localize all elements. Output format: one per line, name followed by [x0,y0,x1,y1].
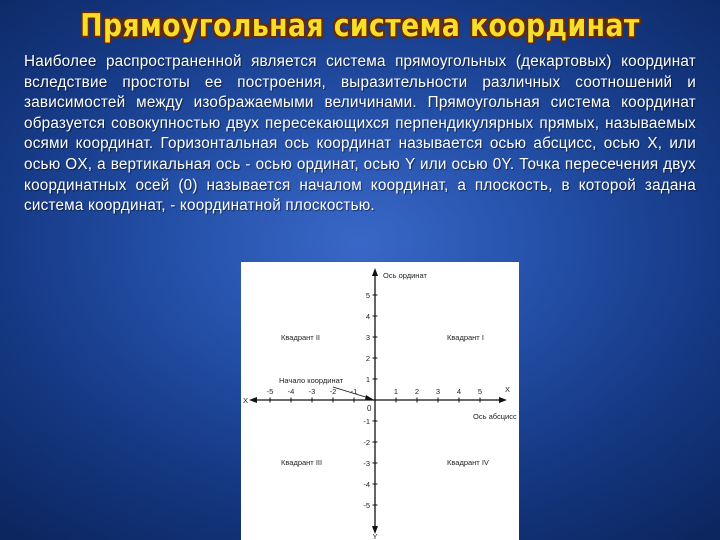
x-letter-right: X [505,385,511,394]
coordinate-system-figure [241,262,519,540]
x-tick-label: 2 [414,387,420,396]
x-tick-label: 5 [477,387,483,396]
y-tick-label: -5 [363,501,370,510]
origin-zero-label: 0 [367,404,372,413]
x-axis-title: Ось абсцисс [473,412,517,421]
x-tick-label: 4 [456,387,462,396]
x-tick-label: -5 [266,387,274,396]
y-tick-label: -2 [363,438,370,447]
quadrant-1-label: Квадрант I [447,333,484,342]
y-tick-label: 2 [365,354,370,363]
y-tick-label: 1 [365,375,370,384]
coordinate-diagram [241,262,519,540]
origin-label: Начало координат [279,376,344,385]
x-tick-label: 3 [435,387,441,396]
y-tick-label: -3 [363,459,370,468]
x-tick-label: -4 [287,387,295,396]
x-axis-arrow-right [499,397,507,403]
x-tick-label: -1 [350,387,358,396]
quadrant-4-label: Квадрант IV [447,458,489,467]
quadrant-2-label: Квадрант II [281,333,320,342]
y-tick-label: -1 [363,417,370,426]
x-letter-left: X [243,396,249,405]
y-tick-label: 5 [365,291,370,300]
x-tick-label: -3 [308,387,316,396]
y-tick-label: -4 [363,480,370,489]
y-letter-bottom: Y [372,532,378,540]
origin-pointer-arrow [365,395,374,400]
y-tick-label: 3 [365,333,370,342]
quadrant-3-label: Квадрант III [281,458,323,467]
body-paragraph: Наиболее распространенной является система прямоугольных (декартовых) координат вследствие простоты ее построения, выразительности различных соотношений и зависимостей между изображаемыми величинами. Прямоугольная система координат образуется совокупностью двух пересекающихся перпендикулярных прямых, называемых осями координат. Горизонтальная ось координат называется осью абсцисс, осью X, или осью OX, а вертикальная ось - осью ординат, осью Y или осью 0Y. Точка пересечения двух координатных осей (0) называется началом координат, а плоскость, в которой задана система координат, - координатной плоскостью. [24,53,696,215]
x-tick-label: 1 [393,387,399,396]
x-tick-label: -2 [329,387,337,396]
slide-title: Прямоугольная система координат [80,8,640,44]
y-axis-title: Ось ординат [383,271,427,280]
x-axis-arrow-left [249,397,257,403]
y-tick-label: 4 [365,312,370,321]
